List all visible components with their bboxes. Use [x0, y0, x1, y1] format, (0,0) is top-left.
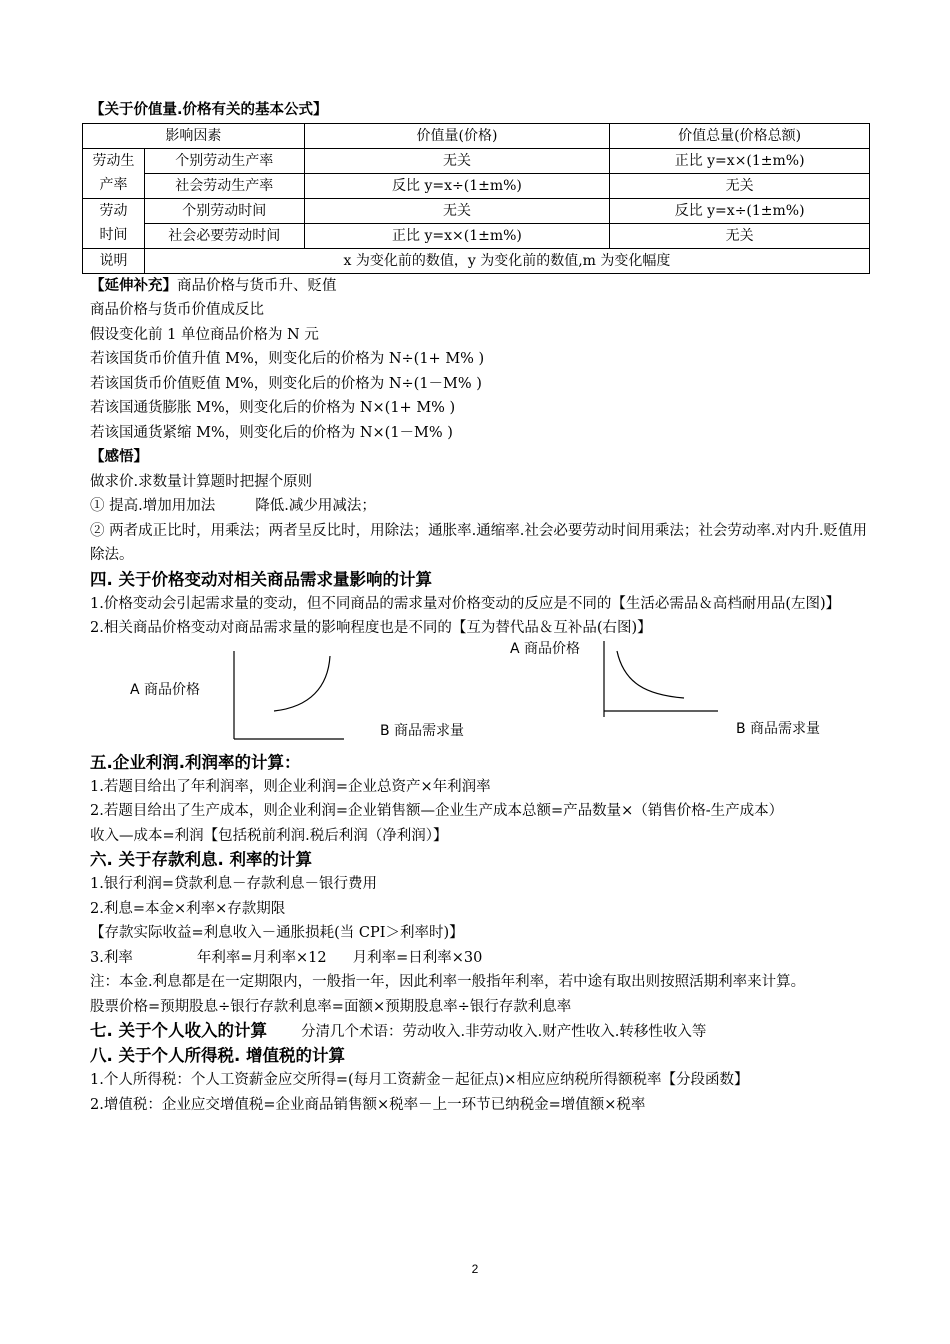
supplement-heading — [90, 274, 870, 299]
left-demand-curve — [274, 656, 330, 711]
left-x-label: B 商品需求量 — [380, 722, 465, 739]
supplement-line: 假设变化前 1 单位商品价格为 N 元 — [90, 326, 319, 343]
table-cell-factor: 社会必要劳动时间 — [144, 223, 304, 248]
section-5-line-2: 2.若题目给出了生产成本，则企业利润=企业销售额—企业生产成本总额=产品数量×（销售价格-生产成本） — [90, 803, 784, 819]
table-cell-total: 无关 — [610, 173, 870, 198]
table-row — [83, 223, 870, 248]
supplement-line: 商品价格与货币价值成反比 — [90, 302, 264, 318]
right-diagram — [510, 641, 820, 737]
section-8-line-2: 2.增值税：企业应交增值税=企业商品销售额×税率－上一环节已纳税金=增值额×税率 — [90, 1096, 646, 1113]
insight-intro: 做求价.求数量计算题时把握个原则 — [90, 473, 313, 490]
table-title: 【关于价值量.价格有关的基本公式】 — [90, 102, 328, 118]
left-y-label: A 商品价格 — [130, 681, 201, 698]
demand-diagrams — [90, 641, 870, 751]
insight-point-1a: ① 提高.增加用加法 — [90, 498, 216, 514]
page-number: 2 — [471, 1262, 479, 1276]
insight-point-1b: 降低.减少用减法； — [255, 498, 376, 514]
formula-table — [82, 123, 870, 274]
insight-label: 【感悟】 — [90, 449, 148, 465]
section-5-heading: 五.企业利润.利润率的计算： — [90, 752, 301, 772]
table-cell-value: 无关 — [304, 198, 610, 223]
section-6-heading: 六. 关于存款利息. 利率的计算 — [90, 850, 313, 869]
right-x-label: B 商品需求量 — [736, 720, 821, 737]
supplement-line: 若该国通货紧缩 M%，则变化后的价格为 N×(1－M% ) — [90, 424, 453, 441]
section-5-line-3: 收入—成本=利润【包括税前利润.税后利润（净利润）】 — [90, 827, 448, 844]
table-header-total: 价值总量(价格总额) — [610, 123, 870, 148]
table-group-productivity: 劳动生产率 — [83, 148, 145, 198]
table-cell-factor: 个别劳动生产率 — [144, 148, 304, 173]
supplement-line: 若该国通货膨胀 M%，则变化后的价格为 N×(1+ M% ) — [90, 400, 456, 416]
table-cell-value: 无关 — [304, 148, 610, 173]
section-6-line-1: 1.银行利润=贷款利息－存款利息－银行费用 — [90, 876, 377, 892]
table-cell-total: 无关 — [610, 223, 870, 248]
table-header-row — [83, 123, 870, 148]
supplement-title: 商品价格与货币升、贬值 — [177, 277, 337, 294]
section-4-line-2: 2.相关商品价格变动对商品需求量的影响程度也是不同的【互为替代品＆互补品(右图)】 — [90, 620, 652, 636]
table-cell-factor: 个别劳动时间 — [144, 198, 304, 223]
insight-point-1 — [90, 494, 870, 519]
table-cell-factor: 社会劳动生产率 — [144, 173, 304, 198]
section-8-heading: 八. 关于个人所得税. 增值税的计算 — [90, 1046, 346, 1065]
monthly-rate-formula: 月利率=日利率×30 — [352, 949, 483, 966]
section-4-heading: 四. 关于价格变动对相关商品需求量影响的计算 — [90, 569, 433, 589]
section-6-line-6: 股票价格=预期股息÷银行存款利息率=面额×预期股息率÷银行存款利息率 — [90, 998, 572, 1015]
section-7-title: 七. 关于个人收入的计算 — [90, 1021, 268, 1040]
table-note-label: 说明 — [83, 248, 145, 273]
section-6-line-5: 注：本金.利息都是在一定期限内，一般指一年，因此利率一般指年利率，若中途有取出则按照活期利率来计算。 — [90, 974, 806, 990]
document-page — [90, 98, 870, 1117]
supplement-label: 【延伸补充】 — [90, 277, 177, 294]
table-cell-total: 正比 y=x×(1±m%) — [610, 148, 870, 173]
table-cell-total: 反比 y=x÷(1±m%) — [610, 198, 870, 223]
table-row — [83, 148, 870, 173]
insight-point-2: ② 两者成正比时，用乘法；两者呈反比时，用除法；通胀率.通缩率.社会必要劳动时间用乘法；社会劳动率.对内升.贬值用除法。 — [90, 522, 868, 563]
right-demand-curve — [617, 651, 684, 698]
left-diagram — [130, 651, 464, 739]
section-7-heading — [90, 1019, 870, 1044]
supplement-line: 若该国货币价值升值 M%，则变化后的价格为 N÷(1+ M% ) — [90, 351, 485, 367]
table-cell-value: 正比 y=x×(1±m%) — [304, 223, 610, 248]
table-note-text: x 为变化前的数值，y 为变化前的数值,m 为变化幅度 — [144, 248, 869, 273]
table-header-factor: 影响因素 — [83, 123, 305, 148]
section-5-line-1: 1.若题目给出了年利润率，则企业利润=企业总资产×年利润率 — [90, 778, 491, 795]
table-row — [83, 173, 870, 198]
annual-rate-formula: 年利率=月利率×12 — [196, 949, 327, 966]
section-4-line-1: 1.价格变动会引起需求量的变动，但不同商品的需求量对价格变动的反应是不同的【生活必需品＆高档耐用品(左图)】 — [90, 595, 841, 612]
right-y-label: A 商品价格 — [510, 640, 581, 657]
table-header-value: 价值量(价格) — [304, 123, 610, 148]
table-note-row — [83, 248, 870, 273]
table-cell-value: 反比 y=x÷(1±m%) — [304, 173, 610, 198]
interest-rate-label: 3.利率 — [90, 949, 133, 966]
section-7-note: 分清几个术语：劳动收入.非劳动收入.财产性收入.转移性收入等 — [301, 1024, 707, 1040]
section-6-line-3: 【存款实际收益=利息收入－通胀损耗(当 CPI＞利率时)】 — [90, 925, 464, 941]
section-8-line-1: 1.个人所得税：个人工资薪金应交所得=(每月工资薪金－起征点)×相应应纳税所得额税率【分段函数】 — [90, 1072, 749, 1088]
supplement-line: 若该国货币价值贬值 M%，则变化后的价格为 N÷(1－M% ) — [90, 375, 482, 392]
table-group-time: 劳动时间 — [83, 198, 145, 248]
demand-diagrams-svg — [90, 641, 870, 751]
section-6-line-4 — [90, 946, 870, 971]
table-row — [83, 198, 870, 223]
section-6-line-2: 2.利息=本金×利率×存款期限 — [90, 900, 286, 917]
